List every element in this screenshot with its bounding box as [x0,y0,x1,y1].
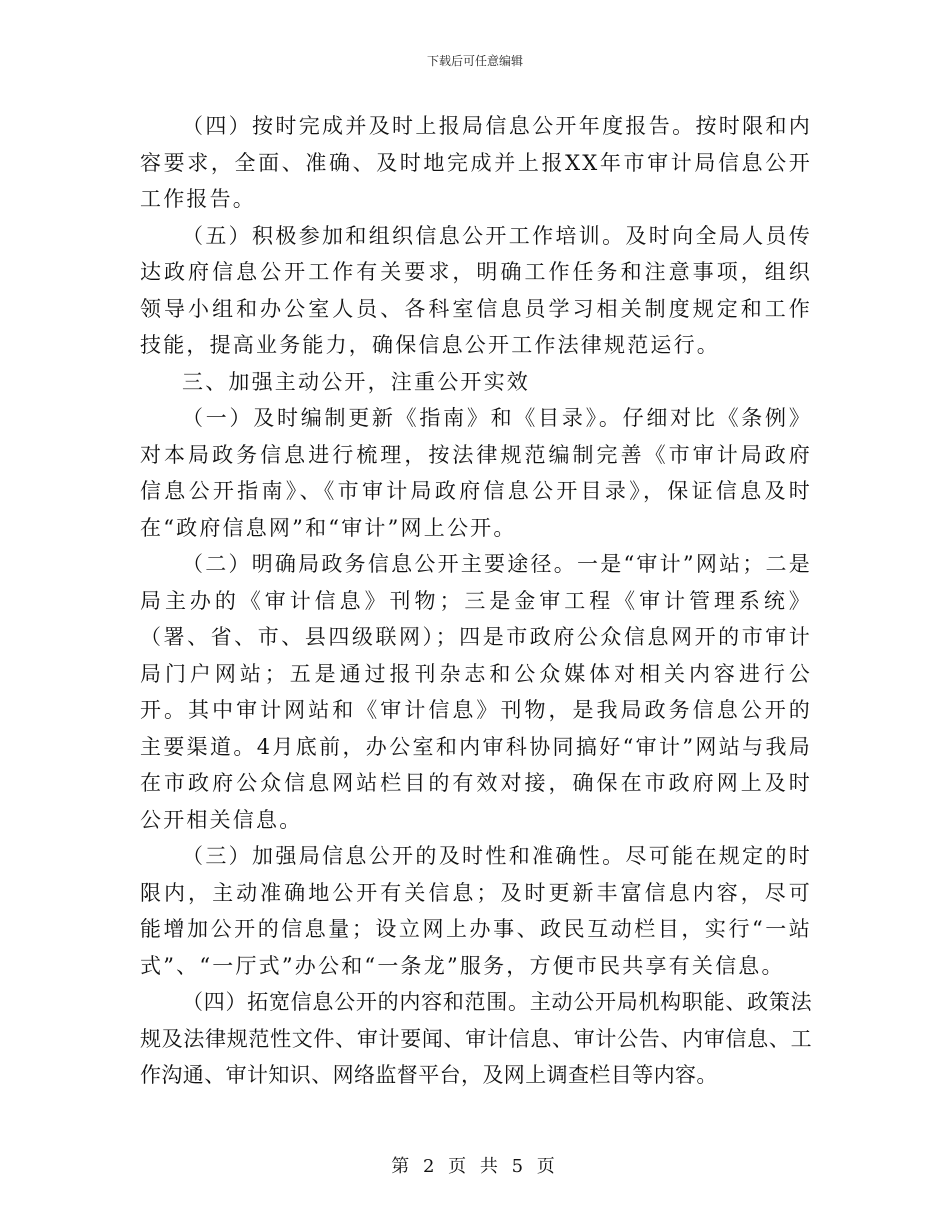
page-header: 下载后可任意编辑 [426,54,523,68]
paragraph-training: （五）积极参加和组织信息公开工作培训。及时向全局人员传达政府信息公开工作有关要求，明确工作任务和注意事项，组织领导小组和办公室人员、各科室信息员学习相关制度规定和工作技能，提高业务能力，确保信息公开工作法律规范运行。 [140,223,812,357]
paragraph-guide-catalog: （一）及时编制更新《指南》和《目录》。仔细对比《条例》对本局政务信息进行梳理，按法律规范编制完善《市审计局政府信息公开指南》、《市审计局政府信息公开目录》，保证信息及时在“政府信息网”和“审计”网上公开。 [140,406,812,540]
page-number: 第 2 页 共 5 页 [391,1156,559,1177]
paragraph-report: （四）按时完成并及时上报局信息公开年度报告。按时限和内容要求，全面、准确、及时地完成并上报XX年市审计局信息公开工作报告。 [140,114,812,211]
paragraph-channels: （二）明确局政务信息公开主要途径。一是“审计”网站；二是局主办的《审计信息》刊物；三是金审工程《审计管理系统》（署、省、市、县四级联网）；四是市政府公众信息网开的市审计局门户网站；五是通过报刊杂志和公众媒体对相关内容进行公开。其中审计网站和《审计信息》刊物，是我局政务信息公开的主要渠道。4月底前，办公室和内审科协同搞好“审计”网站与我局在市政府公众信息网站栏目的有效对接，确保在市政府网上及时公开相关信息。 [140,552,812,832]
document-body [140,108,812,1094]
section-heading: 三、加强主动公开，注重公开实效 [182,369,530,394]
paragraph-scope: （四）拓宽信息公开的内容和范围。主动公开局机构职能、政策法规及法律规范性文件、审计要闻、审计信息、审计公告、内审信息、工作沟通、审计知识、网络监督平台，及网上调查栏目等内容。 [140,990,812,1087]
paragraph-timeliness: （三）加强局信息公开的及时性和准确性。尽可能在规定的时限内，主动准确地公开有关信息；及时更新丰富信息内容，尽可能增加公开的信息量；设立网上办事、政民互动栏目，实行“一站式”、“一厅式”办公和“一条龙”服务，方便市民共享有关信息。 [140,844,812,978]
